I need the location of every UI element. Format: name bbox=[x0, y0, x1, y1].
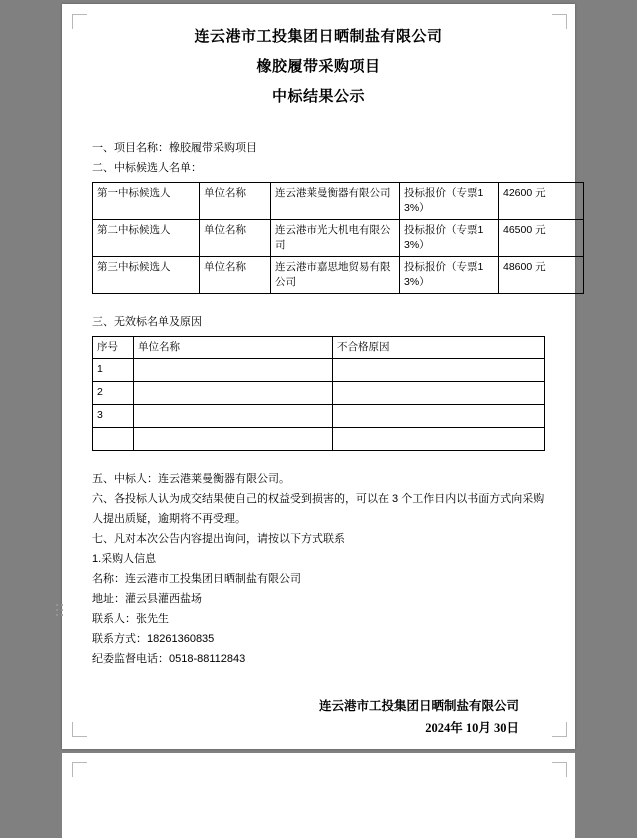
candidate-rank: 第三中标候选人 bbox=[93, 257, 200, 294]
candidate-rank: 第一中标候选人 bbox=[93, 183, 200, 220]
document-page bbox=[62, 4, 575, 749]
crop-mark-bottom-left bbox=[72, 722, 87, 737]
title-line-1: 连云港市工投集团日晒制盐有限公司 bbox=[194, 29, 443, 45]
table-row bbox=[93, 183, 584, 220]
row-unit bbox=[134, 428, 333, 451]
table-row bbox=[93, 257, 584, 294]
table-row bbox=[93, 359, 545, 382]
document-title bbox=[62, 22, 575, 112]
row-no: 1 bbox=[93, 359, 134, 382]
candidate-price-value: 46500 元 bbox=[499, 220, 584, 257]
document-page-next bbox=[62, 753, 575, 838]
table-header-row bbox=[93, 337, 545, 359]
candidate-unit-name: 连云港莱曼衡器有限公司 bbox=[271, 183, 400, 220]
buyer-contact-person: 联系人：张先生 bbox=[92, 613, 169, 625]
buyer-name: 名称：连云港市工投集团日晒制盐有限公司 bbox=[92, 573, 301, 585]
table-row bbox=[93, 405, 545, 428]
candidate-unit-label: 单位名称 bbox=[200, 183, 271, 220]
row-no: 2 bbox=[93, 382, 134, 405]
signature-date: 2024年 10月 30日 bbox=[425, 721, 519, 735]
column-header-unit: 单位名称 bbox=[134, 337, 333, 359]
candidate-unit-name: 连云港市光大机电有限公司 bbox=[271, 220, 400, 257]
table-row bbox=[93, 382, 545, 405]
row-unit bbox=[134, 359, 333, 382]
section-objection: 六、各投标人认为成交结果使自己的权益受到损害的，可以在 3 个工作日内以书面方式向采购人提出质疑，逾期将不再受理。 bbox=[92, 493, 545, 525]
crop-mark-top-left bbox=[72, 14, 87, 29]
candidate-unit-label: 单位名称 bbox=[200, 220, 271, 257]
candidates-table bbox=[92, 182, 584, 294]
candidate-price-label: 投标报价（专票13%） bbox=[400, 220, 499, 257]
candidate-price-label: 投标报价（专票13%） bbox=[400, 183, 499, 220]
column-header-no: 序号 bbox=[93, 337, 134, 359]
section-winner: 五、中标人：连云港莱曼衡器有限公司。 bbox=[92, 473, 290, 485]
crop-mark-top-right bbox=[552, 14, 567, 29]
spacer bbox=[92, 455, 545, 469]
drag-handle-icon[interactable] bbox=[56, 604, 65, 618]
candidate-price-label: 投标报价（专票13%） bbox=[400, 257, 499, 294]
row-reason bbox=[333, 405, 545, 428]
row-reason bbox=[333, 382, 545, 405]
table-row bbox=[93, 428, 545, 451]
row-reason bbox=[333, 428, 545, 451]
row-unit bbox=[134, 405, 333, 428]
column-header-reason: 不合格原因 bbox=[333, 337, 545, 359]
buyer-address: 地址：灌云县灌西盐场 bbox=[92, 593, 202, 605]
row-unit bbox=[134, 382, 333, 405]
buyer-info-heading: 1.采购人信息 bbox=[92, 553, 157, 565]
candidate-price-value: 48600 元 bbox=[499, 257, 584, 294]
candidate-unit-label: 单位名称 bbox=[200, 257, 271, 294]
candidate-unit-name: 连云港市嘉思地贸易有限公司 bbox=[271, 257, 400, 294]
document-body bbox=[62, 4, 575, 749]
crop-mark-bottom-right bbox=[552, 722, 567, 737]
row-reason bbox=[333, 359, 545, 382]
title-line-3: 中标结果公示 bbox=[271, 89, 365, 105]
title-line-2: 橡胶履带采购项目 bbox=[256, 59, 381, 75]
document-content bbox=[92, 138, 545, 739]
section-contact-heading: 七、凡对本次公告内容提出询问，请按以下方式联系 bbox=[92, 533, 345, 545]
section-candidates-heading: 二、中标候选人名单： bbox=[92, 162, 202, 174]
section-invalid-heading: 三、无效标名单及原因 bbox=[92, 316, 202, 328]
invalid-bids-table bbox=[92, 336, 545, 451]
row-no bbox=[93, 428, 134, 451]
crop-mark-next-top-left bbox=[72, 762, 87, 777]
crop-mark-next-top-right bbox=[552, 762, 567, 777]
candidate-rank: 第二中标候选人 bbox=[93, 220, 200, 257]
supervision-phone: 纪委监督电话：0518-88112843 bbox=[92, 653, 246, 665]
buyer-phone: 联系方式：18261360835 bbox=[92, 633, 215, 645]
spacer bbox=[92, 298, 545, 312]
signature-block bbox=[92, 695, 545, 739]
table-row bbox=[93, 220, 584, 257]
row-no: 3 bbox=[93, 405, 134, 428]
candidate-price-value: 42600 元 bbox=[499, 183, 584, 220]
signature-company: 连云港市工投集团日晒制盐有限公司 bbox=[318, 699, 519, 713]
section-project-name: 一、项目名称：橡胶履带采购项目 bbox=[92, 142, 257, 154]
